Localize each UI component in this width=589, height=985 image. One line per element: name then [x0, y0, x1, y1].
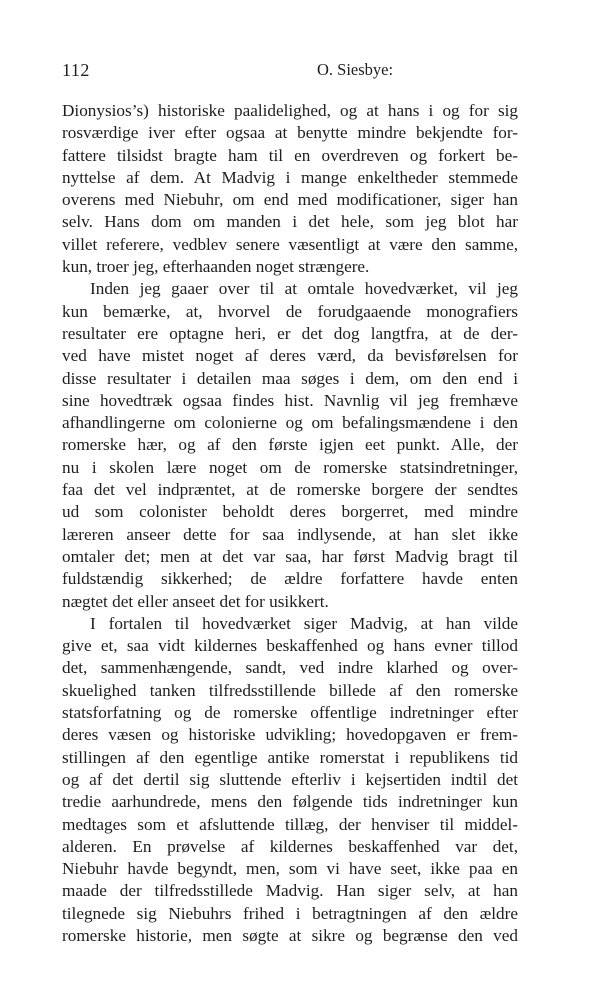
page-number: 112 — [62, 60, 90, 80]
text-line: kun, troer jeg, efterhaanden noget strængere. — [62, 257, 370, 277]
text-line: Dionysios’s) historiske paalidelighed, og at hans i og for sig — [62, 101, 518, 120]
text-line: det, sammenhængende, sandt, ved indre klarhed og over- — [62, 658, 518, 678]
text-line: Niebuhr havde begyndt, men, som vi have seet, ikke paa en — [62, 859, 518, 879]
text-line: stillingen af den egentlige antike romerstat i republikens tid — [62, 747, 518, 767]
text-line: læreren anseer dette for saa indlysende, at han slet ikke — [62, 524, 518, 544]
text-line: rosværdige iver efter ogsaa at benytte mindre bekjendte for- — [62, 123, 518, 143]
text-line: kun bemærke, at, hvorvel de forudgaaende monografiers — [62, 301, 518, 321]
text-line: omtaler det; men at det var saa, har først Madvig bragt til — [62, 546, 518, 566]
text-line: disse resultater i detailen maa søges i dem, om den end i — [62, 368, 518, 388]
text-line: alderen. En prøvelse af kildernes beskaffenhed var det, — [62, 836, 518, 856]
text-line: villet referere, vedblev senere væsentligt at være den samme, — [62, 234, 518, 254]
text-line: selv. Hans dom om manden i det hele, som jeg blot har — [62, 212, 518, 232]
text-line: romerske historie, men søgte at sikre og begrænse den ved — [62, 925, 518, 945]
text-line: og af det dertil sig sluttende efterliv i kejsertiden indtil det — [62, 769, 518, 789]
paragraph-start-line: I fortalen til hovedværket siger Madvig, at han vilde — [90, 613, 518, 633]
running-head: O. Siesbye: — [317, 60, 394, 79]
text-line: medtages som et afsluttende tillæg, der henviser til middel- — [62, 814, 518, 834]
text-line: ved have mistet noget af deres værd, da bevisførelsen for — [62, 346, 518, 366]
text-line: nu i skolen lære noget om de romerske statsindretninger, — [62, 457, 518, 477]
paragraph-start-line: Inden jeg gaaer over til at omtale hovedværket, vil jeg — [90, 279, 518, 299]
text-line: statsforfatning og de romerske offentlige indretninger efter — [62, 703, 518, 723]
text-line: tredie aarhundrede, mens den følgende tids indretninger kun — [62, 792, 518, 812]
page-header — [62, 60, 518, 84]
text-line: fattere tilsidst bragte ham til en overdreven og forkert be- — [62, 145, 518, 165]
text-line: skuelighed tanken tilfredsstillende billede af den romerske — [62, 680, 518, 700]
text-line: faa det vel indpræntet, at de romerske borgere der sendtes — [62, 480, 518, 500]
text-line: romerske hær, og af den første igjen eet punkt. Alle, der — [62, 435, 518, 455]
text-line: afhandlingerne om colonierne og om befalingsmændene i den — [62, 413, 518, 433]
text-line: give et, saa vidt kildernes beskaffenhed og hans evner tillod — [62, 636, 518, 656]
text-line: ud som colonister beholdt deres borgerret, med mindre — [62, 502, 518, 522]
text-line: fuldstændig sikkerhed; de ældre forfattere havde enten — [62, 569, 518, 589]
body-text — [62, 100, 518, 947]
text-line: maade der tilfredsstillede Madvig. Han siger selv, at han — [62, 881, 518, 901]
text-line: sine hovedtræk ogsaa findes hist. Navnlig vil jeg fremhæve — [62, 390, 518, 410]
text-line: nyttelse af dem. At Madvig i mange enkeltheder stemmede — [62, 167, 518, 187]
text-line: nægtet det eller anseet det for usikkert. — [62, 591, 329, 611]
text-line: deres væsen og historiske udvikling; hovedopgaven er frem- — [62, 725, 518, 745]
text-line: overens med Niebuhr, om end med modificationer, siger han — [62, 190, 518, 210]
text-line: resultater ere optagne heri, er det dog langtfra, at de der- — [62, 323, 518, 343]
text-line: tilegnede sig Niebuhrs frihed i betragtningen af den ældre — [62, 903, 518, 923]
